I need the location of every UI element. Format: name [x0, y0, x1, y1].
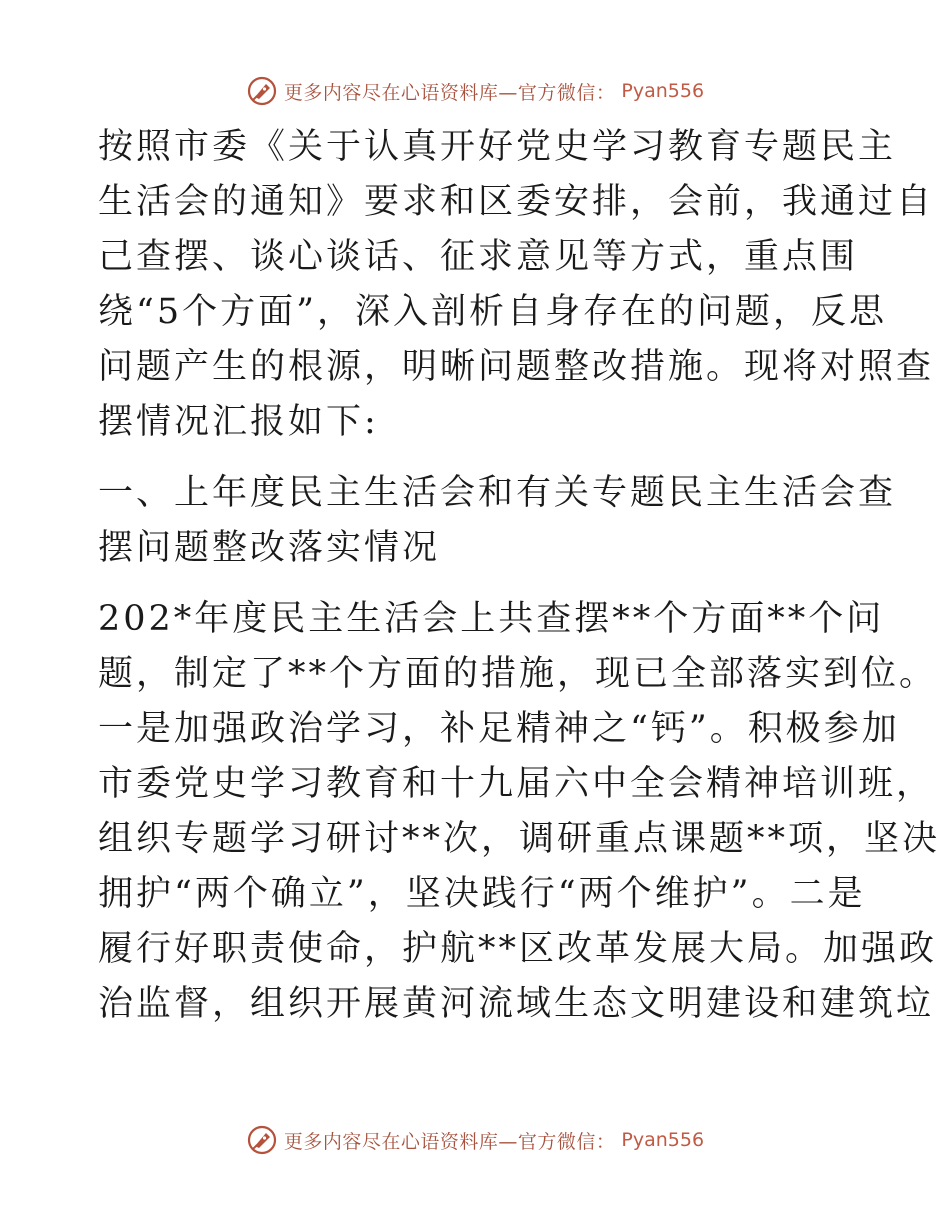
watermark-wechat-id: Pyan556 [621, 1129, 705, 1151]
text-line: 问题产生的根源，明晰问题整改措施。现将对照查 [98, 347, 935, 387]
text-line: 摆情况汇报如下: [98, 402, 379, 442]
text-line: 绕“5个方面”，深入剖析自身存在的问题，反思 [98, 292, 888, 332]
watermark-banner-bottom [0, 1120, 950, 1160]
text-line: 市委党史学习教育和十九届六中全会精神培训班， [98, 764, 935, 804]
text-line: 履行好职责使命，护航**区改革发展大局。加强政 [98, 929, 938, 969]
pen-nib-logo-icon [246, 75, 278, 107]
text-line: 己查摆、谈心谈话、征求意见等方式，重点围 [98, 237, 859, 277]
text-line: 按照市委《关于认真开好党史学习教育专题民主 [98, 127, 897, 167]
watermark-wechat-id: Pyan556 [621, 80, 705, 102]
heading-line: 一、上年度民主生活会和有关专题民主生活会查 [98, 473, 897, 513]
text-line: 生活会的通知》要求和区委安排，会前，我通过自 [98, 182, 935, 222]
pen-nib-logo-icon [246, 1124, 278, 1156]
watermark-text: 更多内容尽在心语资料库—官方微信： [283, 1130, 616, 1153]
document-body [98, 120, 941, 1032]
text-line: 一是加强政治学习，补足精神之“钙”。积极参加 [98, 709, 900, 749]
paragraph-rectification [98, 592, 941, 1032]
text-line: 组织专题学习研讨**次，调研重点课题**项，坚决 [98, 819, 941, 859]
watermark-banner-top [0, 71, 950, 111]
text-line: 题，制定了**个方面的措施，现已全部落实到位。 [98, 654, 938, 694]
text-line: 拥护“两个确立”，坚决践行“两个维护”。二是 [98, 874, 866, 914]
paragraph-intro [98, 120, 935, 450]
text-line: 202*年度民主生活会上共查摆**个方面**个问 [98, 599, 885, 639]
watermark-text: 更多内容尽在心语资料库—官方微信： [283, 81, 616, 104]
text-line: 治监督，组织开展黄河流域生态文明建设和建筑垃 [98, 984, 935, 1024]
section-heading [98, 466, 897, 576]
heading-line: 摆问题整改落实情况 [98, 528, 441, 568]
